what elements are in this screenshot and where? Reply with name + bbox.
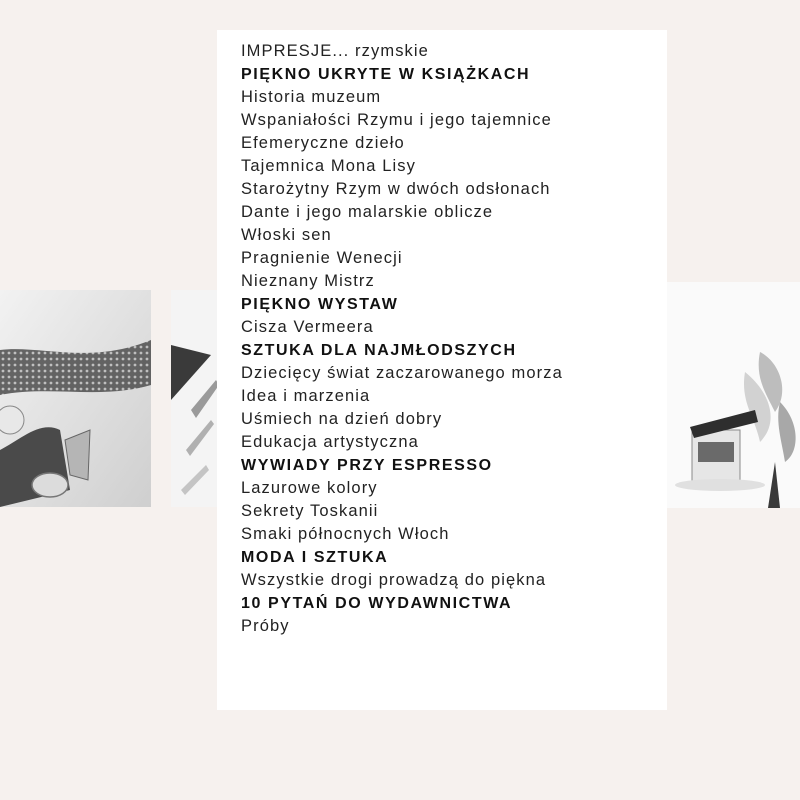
menu-item[interactable]: Dziecięcy świat zaczarowanego morza [241, 364, 563, 382]
menu-item[interactable]: Sekrety Toskanii [241, 502, 379, 520]
menu-item[interactable]: Cisza Vermeera [241, 318, 374, 336]
menu-section-heading[interactable]: MODA I SZTUKA [241, 549, 389, 566]
menu-section-heading[interactable]: PIĘKNO UKRYTE W KSIĄŻKACH [241, 66, 531, 83]
menu-item[interactable]: Pragnienie Wenecji [241, 249, 403, 267]
photo-glass-lace-image [0, 290, 151, 507]
menu-section-heading[interactable]: WYWIADY PRZY ESPRESSO [241, 457, 493, 474]
menu-item[interactable]: Wspaniałości Rzymu i jego tajemnice [241, 111, 552, 129]
photo-glass-lace [0, 290, 151, 507]
photo-ink-flower [660, 282, 800, 508]
menu-item[interactable]: Dante i jego malarskie oblicze [241, 203, 494, 221]
menu-item[interactable]: Tajemnica Mona Lisy [241, 157, 416, 175]
menu-item[interactable]: IMPRESJE... rzymskie [241, 42, 429, 60]
menu-section-heading[interactable]: 10 PYTAŃ DO WYDAWNICTWA [241, 595, 513, 612]
menu-item[interactable]: Idea i marzenia [241, 387, 371, 405]
menu-item[interactable]: Smaki północnych Włoch [241, 525, 450, 543]
menu-item[interactable]: Edukacja artystyczna [241, 433, 419, 451]
menu-item[interactable]: Starożytny Rzym w dwóch odsłonach [241, 180, 551, 198]
menu-section-heading[interactable]: PIĘKNO WYSTAW [241, 296, 399, 313]
navigation-menu [241, 40, 563, 638]
menu-item[interactable]: Próby [241, 617, 290, 635]
menu-item[interactable]: Nieznany Mistrz [241, 272, 375, 290]
menu-item[interactable]: Historia muzeum [241, 88, 382, 106]
photo-ink-flower-image [660, 282, 800, 508]
menu-section-heading[interactable]: SZTUKA DLA NAJMŁODSZYCH [241, 342, 517, 359]
menu-item[interactable]: Włoski sen [241, 226, 332, 244]
menu-item[interactable]: Lazurowe kolory [241, 479, 378, 497]
menu-item[interactable]: Efemeryczne dzieło [241, 134, 405, 152]
menu-item[interactable]: Wszystkie drogi prowadzą do piękna [241, 571, 547, 589]
menu-item[interactable]: Uśmiech na dzień dobry [241, 410, 443, 428]
